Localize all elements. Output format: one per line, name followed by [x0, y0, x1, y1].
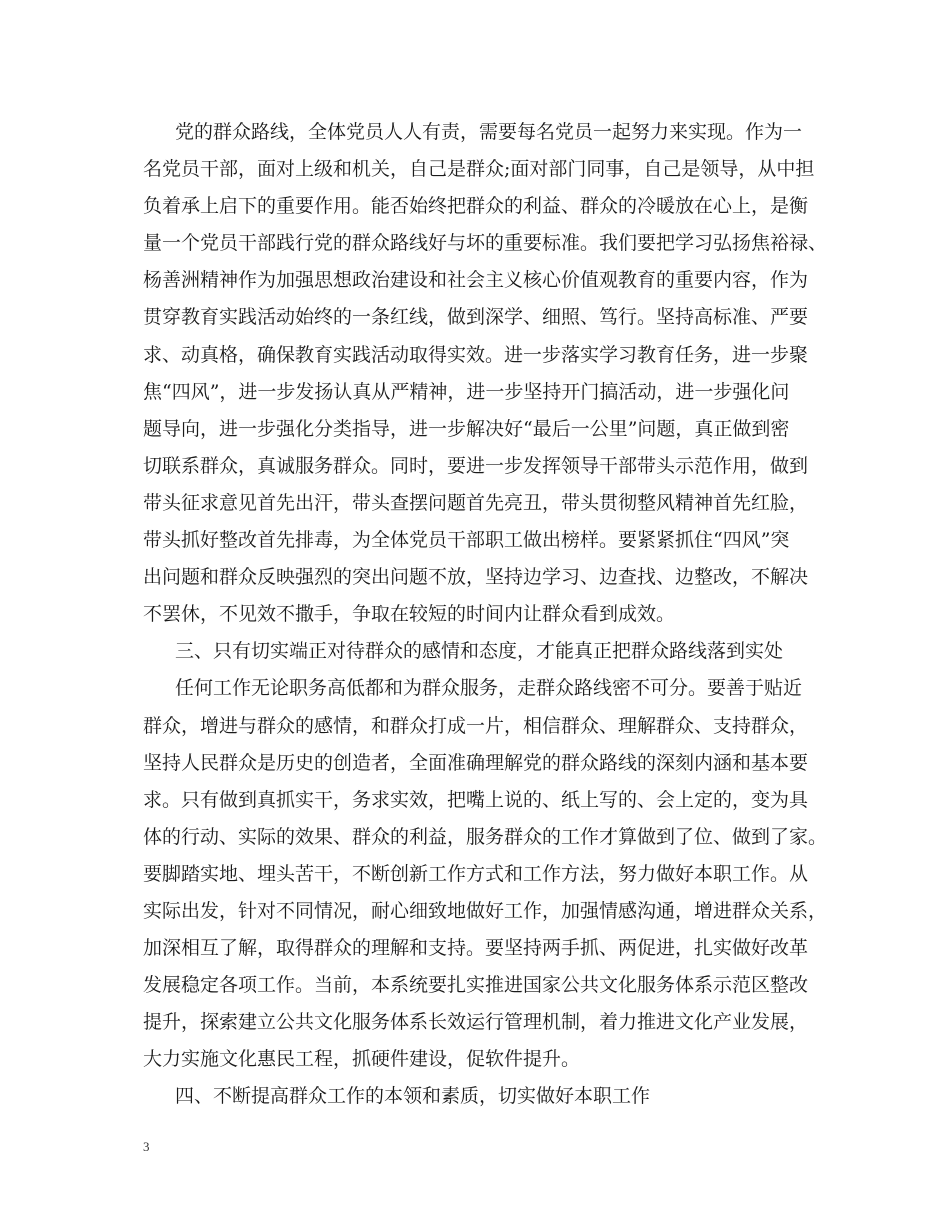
paragraph-line: 量一个党员干部践行党的群众路线好与坏的重要标准。我们要把学习弘扬焦裕禄、 — [143, 232, 828, 255]
paragraph-line: 实际出发，针对不同情况，耐心细致地做好工作，加强情感沟通，增进群众关系， — [143, 899, 828, 922]
paragraph-line: 不罢休，不见效不撒手，争取在较短的时间内让群众看到成效。 — [143, 603, 676, 626]
section-heading: 四、不断提高群众工作的本领和素质，切实做好本职工作 — [175, 1085, 651, 1108]
paragraph-line: 题导向，进一步强化分类指导，进一步解决好“最后一公里”问题，真正做到密 — [143, 417, 790, 440]
paragraph-line: 杨善洲精神作为加强思想政治建设和社会主义核心价值观教育的重要内容，作为 — [143, 269, 809, 292]
paragraph-line: 带头抓好整改首先排毒，为全体党员干部职工做出榜样。要紧紧抓住“四风”突 — [143, 529, 790, 552]
paragraph-line: 任何工作无论职务高低都和为群众服务，走群众路线密不可分。要善于贴近 — [175, 677, 803, 700]
paragraph-line: 贯穿教育实践活动始终的一条红线，做到深学、细照、笃行。坚持高标准、严要 — [143, 306, 809, 329]
page-number: 3 — [143, 1139, 150, 1154]
paragraph-line: 带头征求意见首先出汗，带头查摆问题首先亮丑，带头贯彻整风精神首先红脸， — [143, 491, 809, 514]
paragraph-line: 体的行动、实际的效果、群众的利益，服务群众的工作才算做到了位、做到了家。 — [143, 825, 828, 848]
paragraph-line: 出问题和群众反映强烈的突出问题不放，坚持边学习、边查找、边整改，不解决 — [143, 566, 809, 589]
paragraph-line: 发展稳定各项工作。当前，本系统要扎实推进国家公共文化服务体系示范区整改 — [143, 974, 809, 997]
paragraph-line: 焦“四风”，进一步发扬认真从严精神，进一步坚持开门搞活动，进一步强化问 — [143, 380, 790, 403]
paragraph-line: 群众，增进与群众的感情，和群众打成一片，相信群众、理解群众、支持群众， — [143, 714, 809, 737]
paragraph-line: 要脚踏实地、埋头苦干，不断创新工作方式和工作方法，努力做好本职工作。从 — [143, 862, 809, 885]
paragraph-line: 名党员干部，面对上级和机关，自己是群众;面对部门同事，自己是领导，从中担 — [143, 158, 815, 181]
paragraph-line: 加深相互了解，取得群众的理解和支持。要坚持两手抓、两促进，扎实做好改革 — [143, 937, 809, 960]
section-heading: 三、只有切实端正对待群众的感情和态度，才能真正把群众路线落到实处 — [175, 640, 784, 663]
paragraph-line: 党的群众路线，全体党员人人有责，需要每名党员一起努力来实现。作为一 — [175, 121, 803, 143]
paragraph-line: 求。只有做到真抓实干，务求实效，把嘴上说的、纸上写的、会上定的，变为具 — [143, 788, 809, 811]
body-text — [143, 114, 828, 1116]
paragraph-line: 提升，探索建立公共文化服务体系长效运行管理机制，着力推进文化产业发展， — [143, 1011, 809, 1034]
paragraph-line: 负着承上启下的重要作用。能否始终把群众的利益、群众的冷暖放在心上，是衡 — [143, 195, 809, 218]
paragraph-line: 切联系群众，真诚服务群众。同时，要进一步发挥领导干部带头示范作用，做到 — [143, 454, 809, 477]
paragraph-line: 大力实施文化惠民工程，抓硬件建设，促软件提升。 — [143, 1048, 581, 1071]
paragraph-line: 坚持人民群众是历史的创造者，全面准确理解党的群众路线的深刻内涵和基本要 — [143, 751, 809, 774]
paragraph-line: 求、动真格，确保教育实践活动取得实效。进一步落实学习教育任务，进一步聚 — [143, 343, 809, 366]
